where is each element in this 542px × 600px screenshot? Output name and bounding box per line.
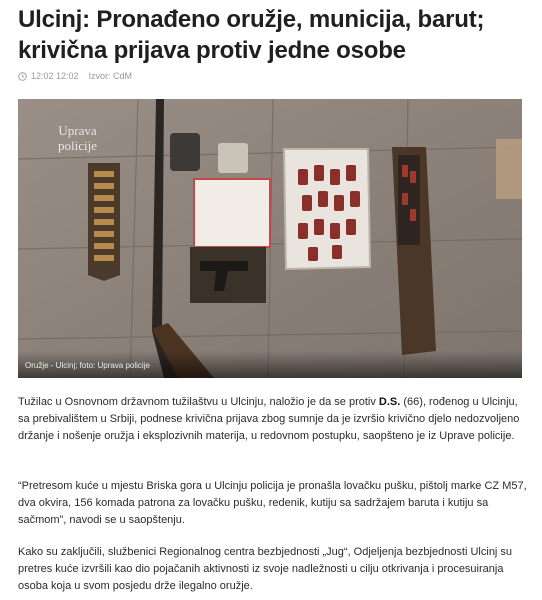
clock-icon [18, 72, 27, 81]
photo-caption: Oružje - Ulcinj; foto: Uprava policije [25, 361, 150, 370]
photo-caption-bar [18, 351, 522, 378]
article-paragraph-1 [18, 394, 528, 445]
publish-time: 12:02 12:02 [31, 71, 79, 81]
article-meta [18, 70, 132, 82]
article-paragraph-3: Kako su zaključili, službenici Regionalnog centra bezbjednosti „Jug“, Odjeljenja bezbjednosti Ulcinj su pretres kuće izvršili kao dio pojačanih aktivnosti iz svoje nadležnosti u cilju otkrivanja i procesuiranja osoba koja u svom posjedu drže ilegalno oružje. [18, 546, 513, 592]
article-paragraph-2: “Pretresom kuće u mjestu Briska gora u Ulcinju policija je pronašla lovačku pušku, pištolj marke CZ M57, dva okvira, 156 komada patrona za lovačku pušku, redenik, kutiju sa sadržajem baruta i kutiju sa sačmom”, navodi se u saopštenju. [18, 480, 527, 526]
article-title: Ulcinj: Pronađeno oružje, municija, barut; krivična prijava protiv jedne osobe [18, 6, 485, 64]
watermark-line-2: policije [58, 138, 97, 153]
photo-watermark [58, 123, 97, 153]
article-source: Izvor: CdM [88, 71, 133, 81]
article-photo[interactable] [18, 99, 522, 378]
paragraph-1-text-end: (66), rođenog u Ulcinju, sa prebivalištem u Srbiji, podnese krivična prijava zbog sumnje da je izvršio krivično djelo nedozvoljeno držanje i nošenje oružja i eksplozivnih materija, u redovnom postupku, saopšteno je iz Uprave policije. [18, 396, 520, 442]
suspect-initials: D.S. [378, 396, 401, 408]
paragraph-1-text-start: Tužilac u Osnovnom državnom tužilaštvu u Ulcinju, naložio je da se protiv [18, 396, 379, 408]
watermark-line-1: Uprava [58, 123, 97, 138]
